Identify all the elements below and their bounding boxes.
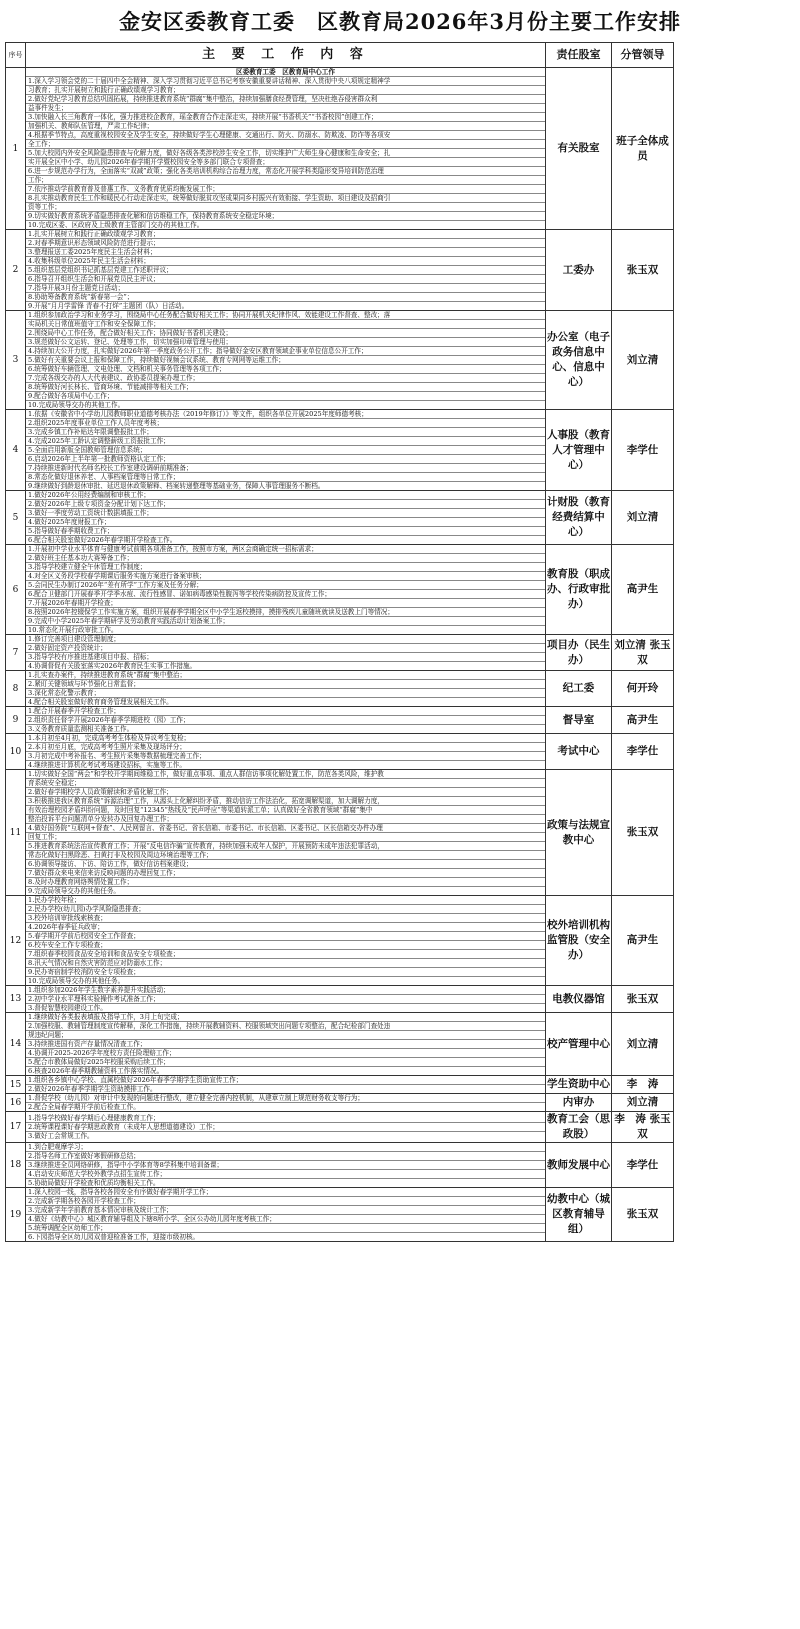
row-content [26,1143,546,1188]
task-line: 5.全面启用新版全国教师管理信息系统； [26,446,545,455]
task-line: 整治投诉平台问题清单分发转办及回复办理工作； [26,815,545,824]
task-line: 1.扎实开展树立和践行正确政绩观学习教育； [26,230,545,239]
header-lead: 分管领导 [612,43,674,68]
table-row [6,770,674,896]
task-line: 4.做好《幼教中心》城区教育辅导组及下辖8所小学、全区公办幼儿园年度考核工作； [26,1215,545,1224]
task-line: 5.统筹调配全区幼师工作； [26,1224,545,1233]
table-row [6,410,674,491]
table-row [6,707,674,734]
table-row [6,1188,674,1242]
task-line: 5.协助局做好开学检查和优质均衡相关工作。 [28,1179,160,1187]
row-seq: 12 [6,896,26,986]
task-line: 4.配合相关股室做好教育商务管理发展相关工作。 [28,698,173,706]
leader: 刘立清 [612,1094,674,1112]
row-seq: 11 [6,770,26,896]
table-row [6,68,674,230]
task-line: 4.收集科级单位2025年民主生活会材料； [26,257,545,266]
task-line: 工作； [26,176,545,185]
task-line: 1.民办学校年检； [26,896,545,905]
responsible-dept: 督导室 [546,707,612,734]
task-line: 1.组织参加政治学习和业务学习，围绕局中心任务配合做好相关工作；协同开展机关纪律作风、效能建设工作督查、整改；落 [26,311,545,320]
task-line: 4.协调开2025-2026学年度校方责任险理赔工作； [26,1049,545,1058]
task-line: 4.2026年春季征兵政审； [26,923,545,932]
leader: 张玉双 [612,230,674,311]
task-line: 1.继续做好各类报表填报及指导工作，3月上旬完成； [26,1013,545,1022]
task-line: 4.做好国务院“互联网+督查”、人民网留言、省委书记、省长信箱、市委书记、市长信箱、区委书记、区长信箱交办件办理 [26,824,545,833]
leader: 张玉双 [612,770,674,896]
leader: 高尹生 [612,896,674,986]
task-line: 3.规范做好公文运转、登记、处理等工作，切实加强印章管理与使用； [26,338,545,347]
row-content [26,896,546,986]
leader: 张玉双 [612,1188,674,1242]
task-line: 5.推进教育系统法治宣传教育工作；开展“反电信诈骗”宣传教育，持续加强未成年人保护，开展预防未成年违法犯罪活动， [26,842,545,851]
task-line: 2.做好班主任基本功大赛筹备工作； [26,554,545,563]
task-line: 2.对春季期意识形态领域风险防范进行提示； [26,239,545,248]
task-line: 5.春学期开学前后校园安全工作督查； [26,932,545,941]
task-line: 3.义务教育质量监测相关准备工作。 [28,725,134,733]
task-line: 资等工作； [26,203,545,212]
task-line: 育系统安全稳定； [26,779,545,788]
task-line: 7.组织春季校园食品安全培训和食品安全专项检查； [26,950,545,959]
responsible-dept: 幼教中心（城区教育辅导组） [546,1188,612,1242]
row-seq: 8 [6,671,26,707]
task-line: 3.整理报送工委2025年度民主生活会材料； [26,248,545,257]
task-line: 2.初中学业水平理科实验操作考试准备工作； [26,995,545,1004]
page-title: 金安区委教育工委 区教育局2026年3月份主要工作安排 [118,9,682,34]
leader: 李 涛 [612,1076,674,1094]
task-line: 实开展全区中小学、幼儿园2026年春学期开学暨校园安全等多部门联合专项督查； [26,158,545,167]
task-line: 1.切实做好全国“两会”和学校开学期间维稳工作，做好重点事项、重点人群信访事项化解处置工作，防范各类风险，维护教 [26,770,545,779]
responsible-dept: 项目办（民生办） [546,635,612,671]
table-row [6,545,674,635]
task-line: 加强机关、教师队伍管理，严肃工作纪律； [26,122,545,131]
responsible-dept: 纪工委 [546,671,612,707]
responsible-dept: 校外培训机构监管股（安全办） [546,896,612,986]
task-line: 8.扎实推动教育民生工作和暖民心行动走深走实，统筹做好脱贫攻坚成果同乡村振兴有效衔接、学生资助、项目建设及招商引 [26,194,545,203]
task-line: 9.继续做好到龄退休审批、延迟退休政策解释、档案转递整理等基础业务，保障人事管理服务不断档。 [28,482,325,490]
task-line: 9.完成中小学2025年春学期研学及劳动教育实践活动计划备案工作； [26,617,545,626]
row-seq: 10 [6,734,26,770]
table-row [6,1013,674,1076]
row-content [26,545,546,635]
task-line: 3.月初完成中考补报名、考生照片采集等数据梳理完善工作； [26,752,545,761]
task-line: 10.完成局领导交办的其他工作。 [28,401,125,409]
leader: 班子全体成员 [612,68,674,230]
task-line: 2.做好2026年春季学期学生资助摸排工作。 [28,1085,157,1093]
leader: 李 涛 张玉双 [612,1112,674,1143]
task-line: 2.加强校服、教辅管理制度宣传解释，深化工作措施，持续开展教辅资料、校服领域突出问题专项整治，配合纪检部门查处违 [26,1022,545,1031]
task-line: 1.做好2026年公用经费编制和审核工作； [26,491,545,500]
task-line: 2.组织2025年度事业单位工作人员年度考核； [26,419,545,428]
task-line: 1.依据《安徽省中小学幼儿园教师职业道德考核办法（2019年修订）》等文件，组织各单位开展2025年度师德考核； [26,410,545,419]
row-content [26,635,546,671]
task-line: 2.紧盯关键领域与环节强化日常监督； [26,680,545,689]
table-header-row [6,43,674,68]
leader: 李学仕 [612,410,674,491]
row-content [26,311,546,410]
task-line: 3.做好一季度劳动工资统计数据填报工作； [26,509,545,518]
header-seq: 序号 [6,43,26,68]
task-line: 4.继续推进计算机化考试考场建设招标，实施等工作。 [28,761,186,769]
row-seq: 16 [6,1094,26,1112]
row-content [26,230,546,311]
task-line: 常态化做好扫黑除恶、扫黄打非及校园及周边环境治理等工作； [26,851,545,860]
leader: 刘立清 [612,311,674,410]
task-line: 3.督促智慧校园建设工作。 [28,1004,107,1012]
task-line: 10.常态化开展行政审批工作。 [28,626,118,634]
task-line: 10.完成局领导交办的其他任务。 [28,977,125,985]
task-line: 8.按照2026年控辍保学工作实施方案，组织开展春季学期全区中小学生返校摸排，摸排残疾儿童随班就读及送教上门等情况； [26,608,545,617]
task-line: 有效治理校园矛盾纠纷问题，及时回复“12345”热线及“民声呼应”等渠道转派工单；认真做好全省教育领域“群腐”集中 [26,806,545,815]
row-content [26,410,546,491]
row-content [26,1112,546,1143]
task-line: 习教育；扎实开展树立和践行正确政绩观学习教育； [26,86,545,95]
task-line: 2.做好2026年上级专项资金分配计划下达工作； [26,500,545,509]
task-line: 7.做好群众来电来信来访反映问题的办理回复工作； [26,869,545,878]
task-line: 5.做好有关重要会议上报和保障工作，持续做好视频会议系统、教育专网网等运维工作； [26,356,545,365]
leader: 何开玲 [612,671,674,707]
leader: 刘立清 张玉双 [612,635,674,671]
leader: 高尹生 [612,545,674,635]
task-line: 6.核查2026年春季期教辅资料工作落实情况。 [28,1067,164,1075]
table-row [6,896,674,986]
task-line: 2.围绕局中心工作任务，配合做好相关工作；协同做好书香机关建设； [26,329,545,338]
task-line: 2.做好固定资产投资统计； [26,644,545,653]
section-subheader: 区委教育工委 区教育局中心工作 [26,68,545,77]
task-line: 8.汛天气情况和自然灾害防范应对防溺水工作； [26,959,545,968]
task-line: 6.配合相关股室做好2026年春学期开学检查工作。 [28,536,177,544]
table-row [6,1076,674,1094]
task-line: 7.指导开展3月份主题党日活动； [26,284,545,293]
leader: 张玉双 [612,986,674,1013]
table-body [6,68,674,1242]
leader: 刘立清 [612,1013,674,1076]
task-line: 3.加快融入长三角教育一体化，强力推进校企教育，瑶金教育合作走深走实，持续开展“书香机关”“书香校园”创建工作； [26,113,545,122]
row-seq: 7 [6,635,26,671]
task-line: 1.督促学校（幼儿园）对审计中发现的问题进行整改，建立健全完善内控机制，从建章立制上规范财务收支等行为； [26,1094,545,1103]
row-seq: 6 [6,545,26,635]
work-plan-table [5,42,674,1242]
responsible-dept: 办公室（电子政务信息中心、信息中心） [546,311,612,410]
task-line: 1.本月初至4月初，完成高考考生体检及异议考生复检； [26,734,545,743]
row-content [26,491,546,545]
task-line: 6.进一步规范办学行为，全面落实“双减”政策；强化各类培训机构综合治理力度，常态化开展学科类隐形变异培训防范治理 [26,167,545,176]
header-content: 主 要 工 作 内 容 [26,43,546,68]
task-line: 1.配合开展春季开学检查工作； [26,707,545,716]
table-row [6,635,674,671]
task-line: 1.到合肥观摩学习； [26,1143,545,1152]
responsible-dept: 内审办 [546,1094,612,1112]
task-line: 7.持续推进新时代名师名校长工作室建设调研前期准备； [26,464,545,473]
responsible-dept: 工委办 [546,230,612,311]
task-line: 3.继续推进全员网络研修，指导中小学体育等8学科集中培训备课； [26,1161,545,1170]
task-line: 6.下园指导全区幼儿园双普迎检准备工作，迎接市级初核。 [28,1233,200,1241]
task-line: 6.指导召开组织生活会和开展党员民主评议； [26,275,545,284]
task-line: 6.配合卫健部门开展春季开学季水痘、流行性感冒、诺如病毒感染性腹泻等学校传染病防控及宣传工作； [26,590,545,599]
task-line: 5.配合市教体局做好2025年校服采购后续工作； [26,1058,545,1067]
table-row [6,311,674,410]
task-line: 3.完成乡镇工作补贴达年限调整报批工作； [26,428,545,437]
task-line: 3.持续推进国有资产存量情况清查工作； [26,1040,545,1049]
task-line: 8.常态化做好退休养老、人事档案管理等日常工作； [26,473,545,482]
task-line: 9.切实做好教育系统矛盾隐患排查化解和信访维稳工作，保持教育系统安全稳定环境； [26,212,545,221]
task-line: 2.完成新学期各校各园开学检查工作； [26,1197,545,1206]
task-line: 4.完成2025年工龄认定调整薪级工资报批工作； [26,437,545,446]
responsible-dept: 校产管理中心 [546,1013,612,1076]
row-seq: 9 [6,707,26,734]
leader: 李学仕 [612,1143,674,1188]
row-seq: 4 [6,410,26,491]
row-content [26,707,546,734]
task-line: 1.指导学校做好春学期后心理健康教育工作； [26,1114,545,1123]
task-line: 1.修订完善项目建设管理制度； [26,635,545,644]
task-line: 2.做好春学期校学人员政策解读和矛盾化解工作； [26,788,545,797]
task-line: 2.配合全局春学期开学前后检查工作。 [28,1103,140,1111]
task-line: 7.完成各级交办的人大代表建议、政协委员提案办理工作； [26,374,545,383]
row-seq: 1 [6,68,26,230]
responsible-dept: 考试中心 [546,734,612,770]
leader: 刘立清 [612,491,674,545]
row-seq: 15 [6,1076,26,1094]
leader: 李学仕 [612,734,674,770]
task-line: 4.根据季节特点，高度重视校园安全及学生安全，持续做好学生心理健康、交通出行、防火、防溺水、防欺凌、防诈等各项安 [26,131,545,140]
task-line: 5.组织基层党组织书记抓基层党建工作述职评议； [26,266,545,275]
task-line: 8.及时办理教育网络舆情处置工作； [26,878,545,887]
responsible-dept: 教师发展中心 [546,1143,612,1188]
task-line: 3.指导学校有序推进基建项目申报、招标； [26,653,545,662]
row-content [26,1094,546,1112]
task-line: 3.校外培训审批线索核查； [26,914,545,923]
task-line: 2.民办学校(幼儿园)办学风险隐患排查； [26,905,545,914]
task-line: 6.启动2026年上半年第一批教师资格认定工作； [26,455,545,464]
task-line: 7.开展2026年春期开学检查； [26,599,545,608]
task-line: 4.做好2025年度财报工作； [26,518,545,527]
task-line: 9.完成局领导交办的其他任务。 [28,887,121,895]
task-line: 9.民办寄宿制学校消防安全专项检查； [26,968,545,977]
row-seq: 2 [6,230,26,311]
task-line: 1.深入校园一线，指导各校各园安全有序做好春学期开学工作； [26,1188,545,1197]
task-line: 1.扎实查办案件，持续推进教育系统“群腐”集中整治； [26,671,545,680]
table-row [6,1143,674,1188]
task-line: 规违纪问题； [26,1031,545,1040]
row-content [26,734,546,770]
row-seq: 18 [6,1143,26,1188]
task-line: 实局机关日常值班值守工作和安全保障工作； [26,320,545,329]
responsible-dept: 教育股（职成办、行政审批办） [546,545,612,635]
row-content [26,671,546,707]
row-content [26,1188,546,1242]
row-seq: 14 [6,1013,26,1076]
task-line: 全工作； [26,140,545,149]
task-line: 3.积极推进我区教育系统“诉源治理”工作，从源头上化解纠纷矛盾，推动信访工作法治化，拓宽调解渠道，加大调解力度， [26,797,545,806]
responsible-dept: 有关股室 [546,68,612,230]
table-row [6,230,674,311]
row-seq: 17 [6,1112,26,1143]
task-line: 8.协助筹备教育系统“新春第一会”； [26,293,545,302]
task-line: 5.加大校园内外安全风险隐患排查与化解力度，做好各级各类涉校涉生安全工作，切实维护广大师生身心健康和生命安全；扎 [26,149,545,158]
task-line: 4.持续加大公开力度，扎实做好2026年第一季度政务公开工作；指导做好金安区教育领域企事业单位信息公开工作； [26,347,545,356]
task-line: 1.深入学习领会党的二十届四中全会精神、深入学习贯彻习近平总书记考察安徽重要讲话精神、深入贯彻中央八项规定精神学 [26,77,545,86]
table-row [6,1112,674,1143]
task-line: 5.会同民生办制订2026年“差有所学”工作方案及任务分解； [26,581,545,590]
task-line: 4.启动安庆师范大学校外教学点招生宣传工作； [26,1170,545,1179]
task-line: 2.指导名师工作室做好寒假研修总结； [26,1152,545,1161]
table-row [6,671,674,707]
task-line: 6.统筹做好车辆管理、文电处理、文档和机关事务管理等各项工作； [26,365,545,374]
task-line: 2.本月初至月底，完成高考考生照片采集及现场评分； [26,743,545,752]
task-line: 3.完成新学年学前教育基本情况审核及统计工作； [26,1206,545,1215]
task-line: 3.深化常态化警示教育； [26,689,545,698]
table-row [6,734,674,770]
task-line: 1.组织各乡镇中心学校、直属校做好2026年春季学期学生资助宣传工作； [26,1076,545,1085]
task-line: 1.开展初中学业水平体育与健康考试前期各项准备工作，按照市方案，两区会商确定统一招标需求； [26,545,545,554]
row-content [26,986,546,1013]
table-row [6,491,674,545]
responsible-dept: 政策与法规宣教中心 [546,770,612,896]
row-seq: 5 [6,491,26,545]
task-line: 4.协调督促有关股室落实2026年教育民生实事工作措施。 [28,662,197,670]
task-line: 3.做好工会常规工作。 [28,1132,94,1140]
responsible-dept: 教育工会（思政股） [546,1112,612,1143]
row-seq: 3 [6,311,26,410]
task-line: 8.统筹做好河长林长、管商环境、节能减排等相关工作； [26,383,545,392]
row-content [26,68,546,230]
task-line: 9.配合做好各项局中心工作； [26,392,545,401]
task-line: 回复工作； [26,833,545,842]
leader: 高尹生 [612,707,674,734]
responsible-dept: 电教仪器馆 [546,986,612,1013]
row-content [26,1013,546,1076]
task-line: 2.组织责任督学开展2026年春季学期进校（园）工作； [26,716,545,725]
row-seq: 13 [6,986,26,1013]
task-line: 1.组织参加2026年学生数字素养提升实践活动； [26,986,545,995]
table-row [6,986,674,1013]
task-line: 益事件发生； [26,104,545,113]
task-line: 4.对全区义务段学校春学期课后服务实施方案进行备案审核； [26,572,545,581]
header-dept: 责任股室 [546,43,612,68]
task-line: 2.统筹课程课好春学期思政教育（未成年人思想道德建设）工作； [26,1123,545,1132]
row-content [26,1076,546,1094]
row-content [26,770,546,896]
task-line: 10.完成区委、区政府及上级教育主管部门交办的其他工作。 [28,221,204,229]
task-line: 5.指导做好春季期收费工作； [26,527,545,536]
table-row [6,1094,674,1112]
task-line: 9.开展“月月学雷锋 青春不打烊”主题团（队）日活动。 [28,302,189,310]
task-line: 3.指导学校建立健全午休管理工作制度； [26,563,545,572]
responsible-dept: 人事股（教育人才管理中心） [546,410,612,491]
task-line: 7.依序推动学前教育普及普惠工作、义务教育优质均衡发展工作； [26,185,545,194]
task-line: 6.校车安全工作专项检查； [26,941,545,950]
responsible-dept: 学生资助中心 [546,1076,612,1094]
responsible-dept: 计财股（教育经费结算中心） [546,491,612,545]
task-line: 2.做好党纪学习教育总结巩固拓展，持续推进教育系统“群腐”集中整治，持续加强膳食经费管理，坚决杜绝吞侵害群众利 [26,95,545,104]
row-seq: 19 [6,1188,26,1242]
task-line: 6.协调领导接访、下访、陪访工作，做好信访档案建设； [26,860,545,869]
